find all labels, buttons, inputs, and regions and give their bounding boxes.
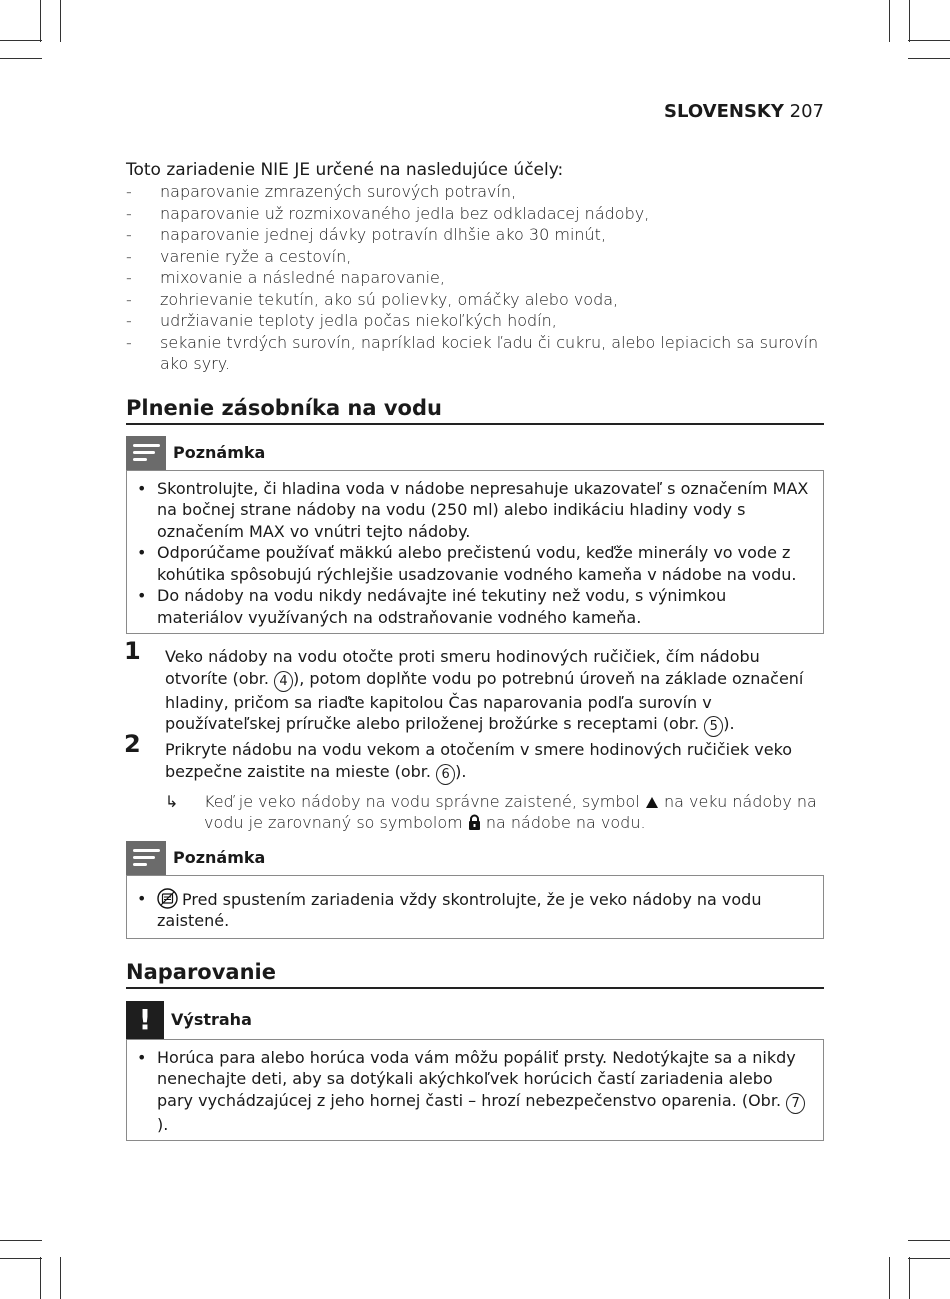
crop-mark	[909, 1257, 910, 1299]
page-number: 207	[789, 101, 824, 122]
crop-mark	[0, 1258, 42, 1259]
crop-mark	[0, 40, 42, 41]
note-icon	[126, 841, 166, 875]
header-language: SLOVENSKY	[664, 101, 784, 122]
crop-mark	[0, 1240, 42, 1241]
crop-mark	[908, 1240, 950, 1241]
lock-icon	[468, 814, 481, 831]
list-item: - mixovanie a následné naparovanie,	[126, 267, 824, 289]
warning-text: ).	[157, 1114, 169, 1134]
page-header	[664, 100, 824, 124]
step-2	[124, 730, 824, 834]
figure-ref: 7	[786, 1093, 805, 1114]
figure-ref: 6	[436, 764, 455, 785]
result-text: na veku nádoby na vodu je zarovnaný so symbolom	[204, 791, 817, 832]
crop-mark	[889, 0, 890, 42]
note-box	[126, 875, 824, 939]
warning-text: Horúca para alebo horúca voda vám môžu popáliť prsty. Nedotýkajte sa a nikdy nenechajte deti, aby sa dotýkali akýchkoľvek horúcich častí zariadenia alebo pary vychádzajúcej z jeho hornej časti – hrozí nebezpečenstvo oparenia. (Obr.	[157, 1047, 796, 1110]
crop-mark	[909, 0, 910, 42]
crop-mark	[60, 1257, 61, 1299]
list-item: - naparovanie jednej dávky potravín dlhšie ako 30 minút,	[126, 224, 824, 246]
result-text: Keď je veko nádoby na vodu správne zaistené, symbol	[204, 791, 645, 811]
step-text: ).	[455, 761, 467, 781]
list-item: - varenie ryže a cestovín,	[126, 246, 824, 268]
list-item: - naparovanie zmrazených surových potravín,	[126, 181, 824, 203]
result-text: na nádobe na vodu.	[480, 813, 646, 832]
note-icon	[126, 436, 166, 470]
list-item	[137, 1047, 813, 1136]
note-label: Poznámka	[173, 443, 266, 462]
note-text: Pred spustením zariadenia vždy skontrolujte, že je veko nádoby na vodu zaistené.	[157, 889, 762, 930]
note-block	[126, 436, 824, 635]
list-item: - zohrievanie tekutín, ako sú polievky, omáčky alebo voda,	[126, 289, 824, 311]
crop-mark	[908, 40, 950, 41]
warning-block	[126, 1001, 824, 1142]
list-item: - udržiavanie teploty jedla počas niekoľkých hodín,	[126, 310, 824, 332]
warning-box	[126, 1039, 824, 1142]
crop-mark	[908, 1258, 950, 1259]
step-text: ).	[723, 714, 735, 733]
crop-mark	[40, 1257, 41, 1299]
step-text: Prikryte nádobu na vodu vekom a otočením v smere hodinových ručičiek veko bezpečne zaistite na mieste (obr.	[165, 740, 793, 781]
warning-label: Výstraha	[171, 1010, 252, 1029]
figure-ref: 5	[704, 716, 723, 737]
crop-mark	[889, 1257, 890, 1299]
no-dishwasher-icon	[157, 888, 178, 909]
intro-lead: Toto zariadenie NIE JE určené na nasledujúce účely:	[126, 160, 564, 180]
list-item: - naparovanie už rozmixovaného jedla bez odkladacej nádoby,	[126, 203, 824, 225]
list-item: • Odporúčame používať mäkkú alebo prečistenú vodu, keďže minerály vo vode z kohútika spôsobujú rýchlejšie usadzovanie vodného kameňa v nádobe na vodu.	[137, 542, 813, 585]
result-arrow-icon: ↳	[165, 791, 179, 811]
list-item	[137, 888, 813, 932]
section-title-steaming: Naparovanie	[126, 959, 824, 989]
figure-ref: 4	[274, 671, 293, 692]
note-label: Poznámka	[173, 848, 266, 867]
list-item: • Do nádoby na vodu nikdy nedávajte iné tekutiny než vodu, s výnimkou materiálov využívaných na odstraňovanie vodného kameňa.	[137, 585, 813, 628]
note-block	[126, 841, 824, 939]
triangle-icon	[645, 796, 659, 809]
crop-mark	[60, 0, 61, 42]
step-number: 2	[124, 730, 141, 758]
step-text: Veko nádoby na vodu otočte proti smeru hodinových ručičiek, čím nádobu otvoríte (obr.	[165, 647, 760, 688]
step-result	[165, 791, 824, 834]
note-header	[126, 841, 824, 875]
crop-mark	[908, 58, 950, 59]
note-header	[126, 436, 824, 470]
step-number: 1	[124, 637, 141, 665]
warning-icon: !	[126, 1001, 164, 1039]
section-title-water-tank: Plnenie zásobníka na vodu	[126, 395, 824, 425]
page-content	[126, 159, 824, 1141]
crop-mark	[40, 0, 41, 42]
list-item: - sekanie tvrdých surovín, napríklad kociek ľadu či cukru, alebo lepiacich sa surovín ako syry.	[126, 332, 824, 375]
warning-header	[126, 1001, 824, 1039]
steps-list	[124, 637, 824, 834]
crop-mark	[0, 58, 42, 59]
intro-list	[126, 181, 824, 375]
note-box	[126, 470, 824, 635]
step-1	[124, 637, 824, 737]
step-text: ), potom doplňte vodu po potrebnú úroveň na základe označení hladiny, pričom sa riaďte kapitolou Čas naparovania podľa surovín v používateľskej príručke alebo priloženej brožúrke s receptami (obr.	[165, 668, 804, 733]
list-item: • Skontrolujte, či hladina voda v nádobe nepresahuje ukazovateľ s označením MAX na bočnej strane nádoby na vodu (250 ml) alebo indikáciu hladiny vody s označením MAX vo vnútri tejto nádoby.	[137, 478, 813, 543]
